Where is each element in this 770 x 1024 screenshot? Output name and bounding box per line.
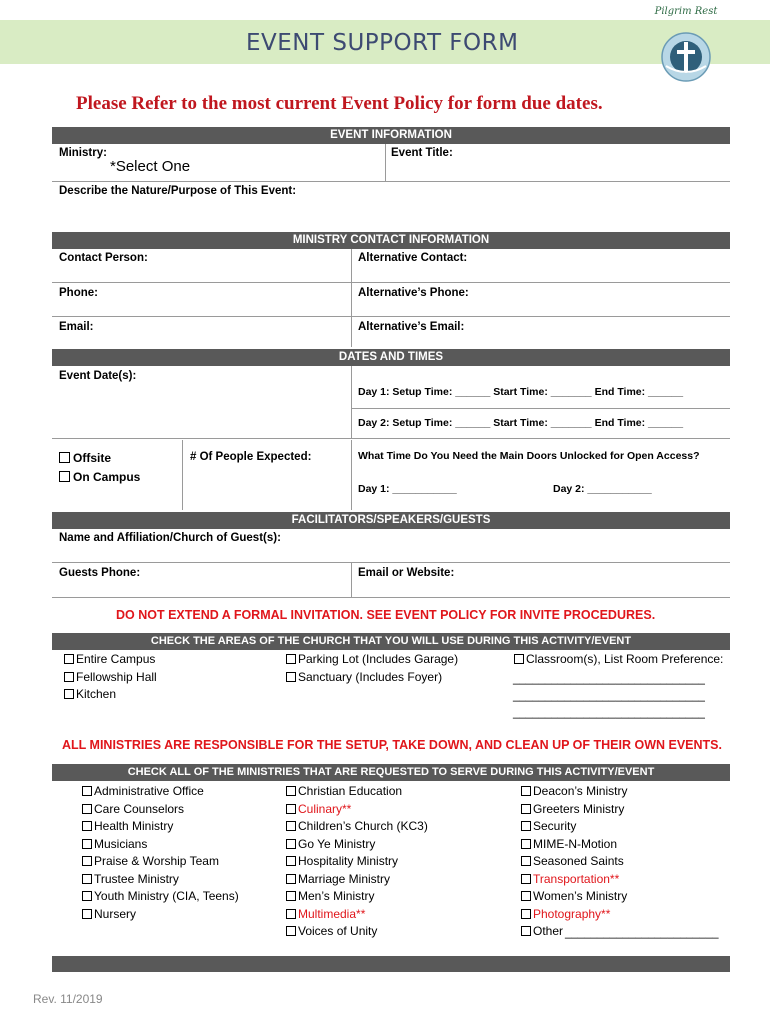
checkbox-box[interactable] [521,926,531,936]
email-label: Email: [59,321,94,333]
room-preference-line-3[interactable]: ______________________________ [513,707,705,719]
room-preference-line-1[interactable]: ______________________________ [513,673,705,685]
checkbox-fellowship-hall[interactable] [64,670,157,684]
checkbox-label: Care Counselors [94,801,185,816]
guests-phone-label: Guests Phone: [59,567,141,579]
facilitators-bar: FACILITATORS/SPEAKERS/GUESTS [52,512,730,529]
checkbox-box[interactable] [286,672,296,682]
checkbox-greeters-ministry[interactable] [521,802,624,816]
checkbox-care-counselors[interactable] [82,802,184,816]
people-expected-label: # Of People Expected: [190,451,312,463]
checkbox-label: Security [533,819,577,833]
checkbox-label: Women’s Ministry [533,889,628,903]
checkbox-box[interactable] [286,874,296,884]
other-line[interactable]: ________________________ [565,927,719,939]
checkbox-label: Seasoned Saints [533,854,624,868]
checkbox-box[interactable] [521,856,531,866]
checkbox-box[interactable] [82,839,92,849]
form-title: EVENT SUPPORT FORM [246,30,519,56]
on-campus-box[interactable] [59,471,70,482]
checkbox-women-s-ministry[interactable] [521,889,627,903]
checkbox-label: Nursery [94,906,137,921]
checkbox-hospitality-ministry[interactable] [286,854,398,868]
checkbox-transportation[interactable] [521,872,619,886]
checkbox-box[interactable] [286,926,296,936]
checkbox-label: Parking Lot (Includes Garage) [298,652,459,666]
checkbox-box[interactable] [64,689,74,699]
checkbox-box[interactable] [521,839,531,849]
alt-contact-label: Alternative Contact: [358,252,468,264]
phone-label: Phone: [59,287,98,299]
checkbox-label: Musicians [94,836,148,851]
ministry-select[interactable]: *Select One [110,158,191,175]
describe-label: Describe the Nature/Purpose of This Event: [59,185,297,197]
checkbox-label: Other [533,924,564,938]
offsite-box[interactable] [59,452,70,463]
checkbox-box[interactable] [82,891,92,901]
church-logo [650,2,722,88]
checkbox-voices-of-unity[interactable] [286,924,377,938]
ministries-bar: CHECK ALL OF THE MINISTRIES THAT ARE REQUESTED TO SERVE DURING THIS ACTIVITY/EVENT [52,764,730,781]
checkbox-box[interactable] [82,856,92,866]
day2-times: Day 2: Setup Time: ______ Start Time: _______ End Time: ______ [358,417,684,429]
checkbox-musicians[interactable] [82,837,147,851]
checkbox-label: Entire Campus [76,652,156,666]
checkbox-box[interactable] [82,874,92,884]
logo-text: Pilgrim Rest [654,6,718,17]
checkbox-seasoned-saints[interactable] [521,854,624,868]
checkbox-label: Children’s Church (KC3) [298,819,428,833]
checkbox-label: Multimedia** [298,906,366,921]
checkbox-box[interactable] [82,804,92,814]
checkbox-label: Deacon’s Ministry [533,784,628,798]
dates-times-bar: DATES AND TIMES [52,349,730,366]
checkbox-box[interactable] [82,821,92,831]
on-campus-checkbox[interactable] [59,470,140,484]
checkbox-trustee-ministry[interactable] [82,872,179,886]
checkbox-mime-n-motion[interactable] [521,837,617,851]
checkbox-children-s-church-kc3[interactable] [286,819,428,833]
checkbox-nursery[interactable] [82,907,136,921]
checkbox-box[interactable] [286,856,296,866]
email-website-label: Email or Website: [358,567,455,579]
checkbox-label: Trustee Ministry [94,871,179,886]
alt-phone-label: Alternative’s Phone: [358,287,469,299]
on-campus-label: On Campus [73,470,141,484]
checkbox-box[interactable] [82,909,92,919]
checkbox-label: Men’s Ministry [298,889,375,903]
event-title-label: Event Title: [391,147,453,159]
checkbox-box[interactable] [286,786,296,796]
contact-person-label: Contact Person: [59,252,148,264]
footer-bar [52,956,730,972]
checkbox-box[interactable] [521,909,531,919]
checkbox-parking-lot-includes-garage[interactable] [286,652,458,666]
checkbox-label: Administrative Office [94,784,204,798]
checkbox-label: Classroom(s), List Room Preference: [526,652,724,666]
checkbox-label: Voices of Unity [298,924,378,938]
checkbox-box[interactable] [82,786,92,796]
checkbox-label: Praise & Worship Team [94,854,219,868]
checkbox-administrative-office[interactable] [82,784,204,798]
checkbox-youth-ministry-cia-teens[interactable] [82,889,239,903]
checkbox-box[interactable] [521,874,531,884]
checkbox-photography[interactable] [521,907,610,921]
checkbox-label: Fellowship Hall [76,669,157,684]
checkbox-box[interactable] [64,672,74,682]
checkbox-label: Youth Ministry (CIA, Teens) [94,889,239,903]
checkbox-go-ye-ministry[interactable] [286,837,375,851]
invitation-notice: DO NOT EXTEND A FORMAL INVITATION. SEE EVENT POLICY FOR INVITE PROCEDURES. [116,608,656,622]
name-affiliation-label: Name and Affiliation/Church of Guest(s): [59,532,281,544]
doors-question: What Time Do You Need the Main Doors Unlocked for Open Access? [358,450,700,462]
checkbox-health-ministry[interactable] [82,819,173,833]
checkbox-label: Culinary** [298,801,352,816]
doors-day2: Day 2: ___________ [553,483,652,495]
checkbox-culinary[interactable] [286,802,351,816]
checkbox-box[interactable] [286,804,296,814]
checkbox-label: MIME-N-Motion [533,836,618,851]
checkbox-box[interactable] [514,654,524,664]
room-preference-line-2[interactable]: ______________________________ [513,690,705,702]
checkbox-christian-education[interactable] [286,784,402,798]
checkbox-men-s-ministry[interactable] [286,889,374,903]
policy-notice: Please Refer to the most current Event Policy for form due dates. [76,93,603,114]
checkbox-deacon-s-ministry[interactable] [521,784,627,798]
checkbox-label: Kitchen [76,687,117,701]
checkbox-label: Transportation** [533,871,620,886]
checkbox-label: Hospitality Ministry [298,854,399,868]
checkbox-label: Health Ministry [94,819,174,833]
checkbox-box[interactable] [286,891,296,901]
day1-times: Day 1: Setup Time: ______ Start Time: _______ End Time: ______ [358,386,684,398]
checkbox-box[interactable] [521,891,531,901]
revision-label: Rev. 11/2019 [33,992,103,1006]
checkbox-label: Photography** [533,906,611,921]
checkbox-box[interactable] [521,821,531,831]
checkbox-label: Sanctuary (Includes Foyer) [298,669,443,684]
checkbox-box[interactable] [286,654,296,664]
contact-information-bar: MINISTRY CONTACT INFORMATION [52,232,730,249]
checkbox-kitchen[interactable] [64,687,116,701]
checkbox-security[interactable] [521,819,576,833]
setup-notice: ALL MINISTRIES ARE RESPONSIBLE FOR THE SETUP, TAKE DOWN, AND CLEAN UP OF THEIR OWN EVENTS. [62,738,722,752]
offsite-label: Offsite [73,451,112,465]
checkbox-sanctuary-includes-foyer[interactable] [286,670,442,684]
checkbox-box[interactable] [286,839,296,849]
checkbox-other[interactable] [521,924,563,938]
checkbox-praise-worship-team[interactable] [82,854,219,868]
checkbox-box[interactable] [521,786,531,796]
checkbox-label: Greeters Ministry [533,801,625,816]
checkbox-classroom-s-list-room-preference[interactable] [514,652,723,666]
areas-bar: CHECK THE AREAS OF THE CHURCH THAT YOU WILL USE DURING THIS ACTIVITY/EVENT [52,633,730,650]
checkbox-label: Marriage Ministry [298,871,391,886]
checkbox-label: Christian Education [298,784,403,798]
event-information-bar: EVENT INFORMATION [52,127,730,144]
checkbox-entire-campus[interactable] [64,652,155,666]
ministry-label: Ministry: [59,147,107,159]
offsite-checkbox[interactable] [59,451,111,465]
checkbox-marriage-ministry[interactable] [286,872,390,886]
checkbox-box[interactable] [286,821,296,831]
checkbox-box[interactable] [64,654,74,664]
checkbox-box[interactable] [286,909,296,919]
checkbox-box[interactable] [521,804,531,814]
event-dates-label: Event Date(s): [59,370,137,382]
checkbox-label: Go Ye Ministry [298,836,376,851]
checkbox-multimedia[interactable] [286,907,365,921]
alt-email-label: Alternative’s Email: [358,321,465,333]
doors-day1: Day 1: ___________ [358,483,457,495]
